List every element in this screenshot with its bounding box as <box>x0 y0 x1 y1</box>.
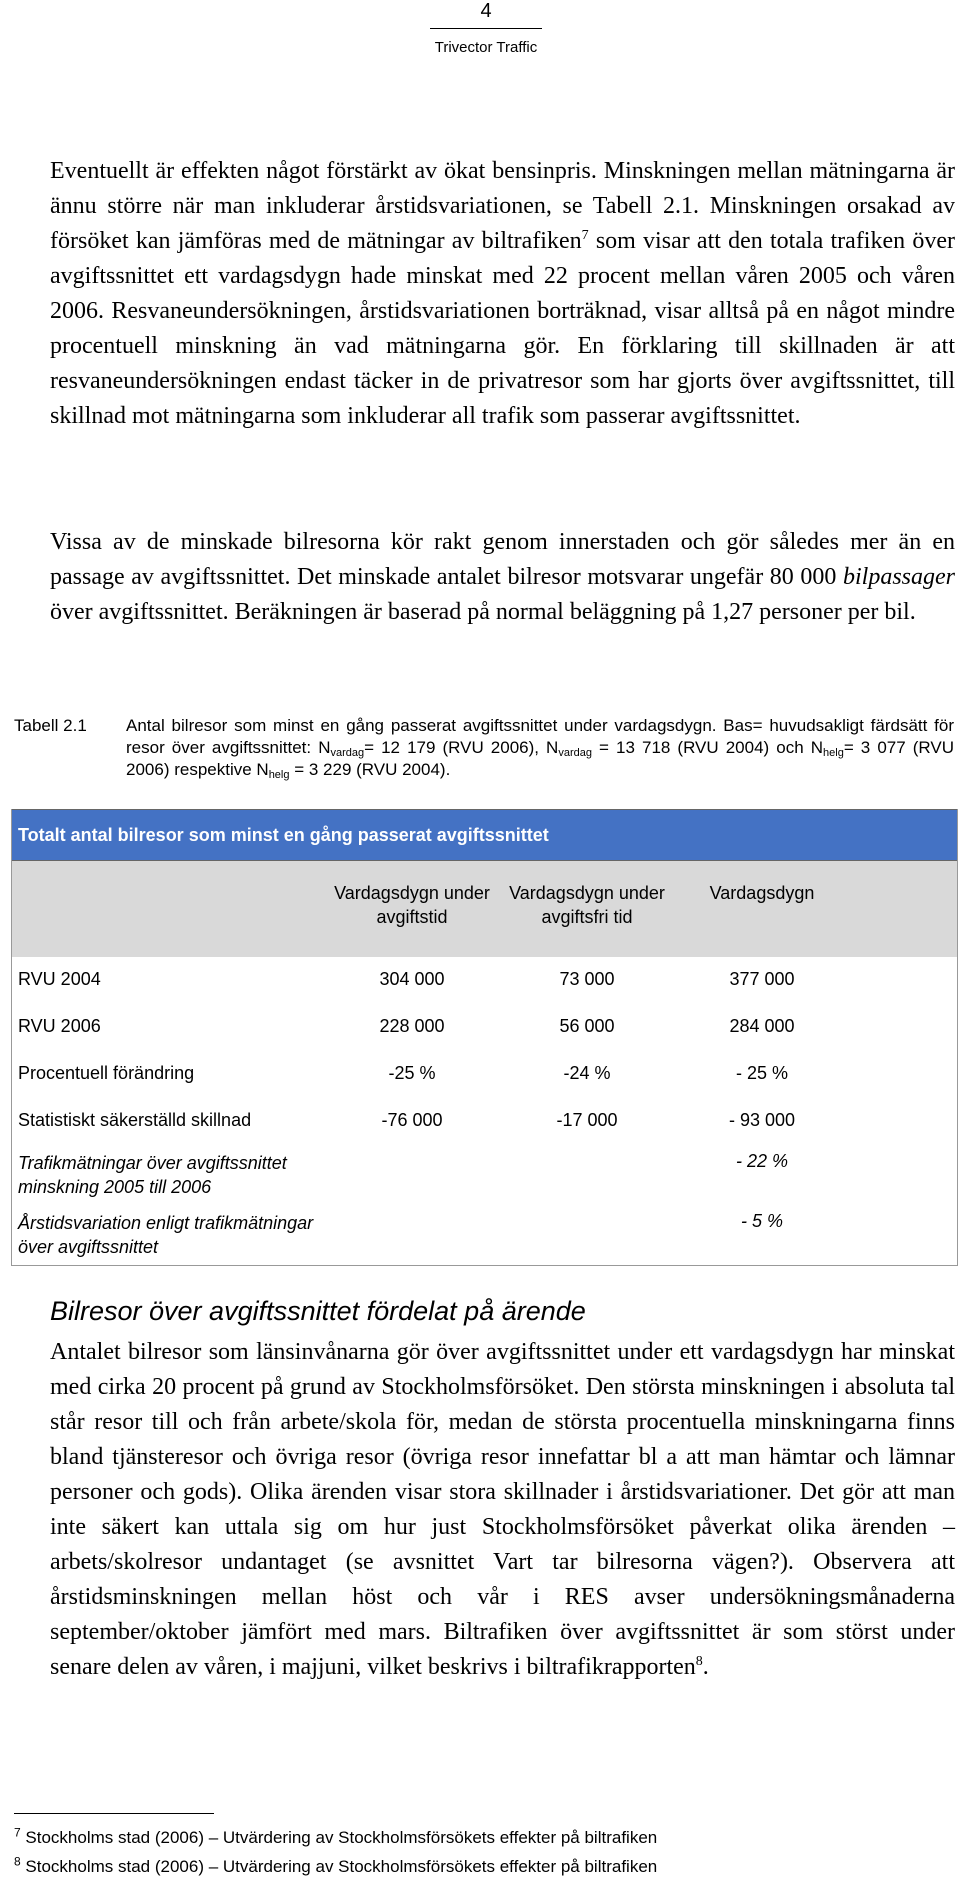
cell: 73 000 <box>559 969 615 989</box>
column-header: Vardagsdygn under avgiftsfri tid <box>509 883 665 927</box>
page-header <box>430 0 542 57</box>
cell: - 93 000 <box>728 1110 796 1130</box>
header-divider <box>430 28 542 29</box>
row-label-line: Trafikmätningar över avgiftssnittet <box>18 1153 287 1173</box>
caption-sub: helg <box>268 769 290 781</box>
table-row <box>12 1098 957 1145</box>
table-row <box>12 1004 957 1051</box>
table-caption-text <box>126 715 954 781</box>
column-header: Vardagsdygn under avgiftstid <box>334 883 490 927</box>
cell: - 25 % <box>735 1063 789 1083</box>
caption-sub: helg <box>823 747 844 759</box>
row-label: Statistiskt säkerställd skillnad <box>18 1110 252 1130</box>
cell: -76 000 <box>381 1110 443 1130</box>
paragraph-3-text-a: Antalet bilresor som länsinvånarna gör över avgiftssnittet under ett vardagsdygn har minskat med cirka 20 procent på grund av Stockholmsförsöket. Den största minskningen i absoluta tal står resor till och från arbete/skola för, medan de största procentuella minskningarna finns bland tjänsteresor och övriga resor (övriga resor innefattar bl a att man hämtar och lämnar personer och gods). Olika ärenden visar stora skillnader i årstidsvariationer. Det gör att man inte säkert kan uttala sig om hur just Stockholmsförsöket påverkat olika ärenden – arbets/skolresor undantaget (se avsnittet Vart tar bilresorna vägen?). Observera att årstidsminskningen mellan höst och vår i RES avser undersökningsmånaderna september/oktober jämfört med mars. Biltrafiken över avgiftssnittet är som störst under senare delen av våren, i majjuni, vilket beskrivs i biltrafikrapporten <box>50 1339 955 1680</box>
page-number: 4 <box>480 0 492 22</box>
section-heading: Bilresor över avgiftssnittet fördelat på ärende <box>50 1296 586 1326</box>
caption-sub: vardag <box>558 747 592 759</box>
caption-sub: vardag <box>330 747 365 759</box>
data-table <box>11 809 958 1266</box>
paragraph-2-text-b: över avgiftssnittet. Beräkningen är baserad på normal beläggning på 1,27 personer per bil. <box>50 599 916 625</box>
table-title: Totalt antal bilresor som minst en gång passerat avgiftssnittet <box>12 809 957 861</box>
cell: - 5 % <box>740 1211 783 1231</box>
paragraph-1 <box>50 154 955 434</box>
organization-name: Trivector Traffic <box>434 39 538 56</box>
cell: -25 % <box>388 1063 436 1083</box>
row-label <box>18 1151 287 1199</box>
footnote-ref-8: 8 <box>695 1654 703 1669</box>
footnote-text: Stockholms stad (2006) – Utvärdering av Stockholmsförsökets effekter på biltrafiken <box>20 1857 658 1876</box>
footnote-8 <box>14 1854 658 1877</box>
caption-part: = 13 718 (RVU 2004) och N <box>591 738 824 757</box>
table-row <box>12 1051 957 1098</box>
table-row <box>12 957 957 1004</box>
row-label-line: Årstidsvariation enligt trafikmätningar <box>18 1213 314 1233</box>
footnote-ref-7: 7 <box>581 228 589 243</box>
table-row <box>12 1205 957 1265</box>
table-column-headers <box>12 861 957 957</box>
row-label: RVU 2006 <box>18 1016 101 1036</box>
paragraph-2-emphasis: bilpassager <box>842 564 955 590</box>
footnote-number: 7 <box>14 1825 21 1840</box>
row-label: Procentuell förändring <box>18 1063 195 1083</box>
row-label-line: minskning 2005 till 2006 <box>18 1177 212 1197</box>
cell: -24 % <box>563 1063 611 1083</box>
cell: 56 000 <box>559 1016 615 1036</box>
paragraph-3 <box>50 1335 955 1685</box>
footnote-text: Stockholms stad (2006) – Utvärdering av Stockholmsförsökets effekter på biltrafiken <box>20 1828 658 1847</box>
table-row <box>12 1145 957 1205</box>
caption-part: Antal bilresor som minst en gång passerat avgiftssnittet under vardagsdygn. Bas= huvudsakligt färdsätt för resor över avgiftssnittet: N <box>126 716 954 757</box>
row-label: RVU 2004 <box>18 969 101 989</box>
column-header: Vardagsdygn <box>709 883 815 903</box>
footnote-7 <box>14 1825 658 1848</box>
caption-part: = 3 229 (RVU 2004). <box>289 760 451 779</box>
footnote-divider <box>14 1813 214 1814</box>
paragraph-2 <box>50 525 955 630</box>
cell: -17 000 <box>556 1110 618 1130</box>
cell: 284 000 <box>729 1016 795 1036</box>
cell: 228 000 <box>379 1016 445 1036</box>
paragraph-2-text-a: Vissa av de minskade bilresorna kör rakt genom innerstaden och gör således mer än en passage av avgiftssnittet. Det minskade antalet bilresor motsvarar ungefär 80 000 <box>50 529 955 590</box>
paragraph-3-text-b: . <box>702 1654 709 1680</box>
caption-part: = 3 077 (RVU 2006) respektive N <box>126 738 954 779</box>
cell: 304 000 <box>379 969 445 989</box>
caption-part: = 12 179 (RVU 2006), N <box>364 738 559 757</box>
paragraph-1-text-a: Eventuellt är effekten något förstärkt av ökat bensinpris. Minskningen mellan mätningarna är ännu större när man inkluderar årstidsvariationen, se Tabell 2.1. Minskningen orsakad av försöket kan jämföras med de mätningar av biltrafiken <box>50 158 955 254</box>
table-caption-label: Tabell 2.1 <box>14 716 87 735</box>
footnote-number: 8 <box>14 1854 21 1869</box>
row-label <box>18 1211 313 1259</box>
cell: - 22 % <box>735 1151 789 1171</box>
row-label-line: över avgiftssnittet <box>18 1237 159 1257</box>
paragraph-1-text-b: som visar att den totala trafiken över avgiftssnittet ett vardagsdygn hade minskat med 22 procent mellan våren 2005 och våren 2006. Resvaneundersökningen, årstidsvariationen borträknad, visar alltså på en något mindre procentuell minskning än vad mätningarna gör. En förklaring till skillnaden är att resvaneundersökningen endast täcker in de privatresor som har gjorts över avgiftssnittet, till skillnad mot mätningarna som inkluderar all trafik som passerar avgiftssnittet. <box>50 228 955 429</box>
cell: 377 000 <box>729 969 795 989</box>
